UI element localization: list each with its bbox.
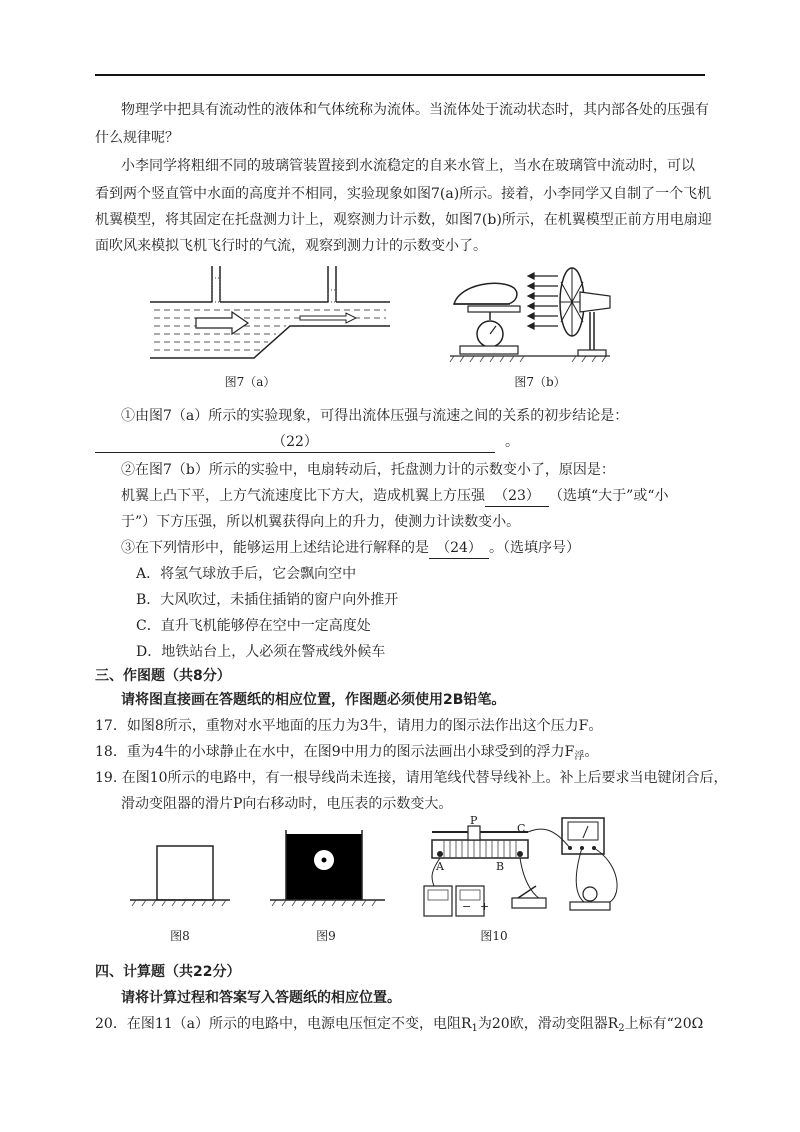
figure-10-label-p: P xyxy=(470,814,478,827)
header-rule xyxy=(95,74,705,76)
answer-blank-23[interactable]: （23） xyxy=(485,486,549,507)
question-18: 18．重为4牛的小球静止在水中，在图9中用力的图示法画出小球受到的浮力$F_浮$。 xyxy=(95,744,599,762)
option-a: A．将氢气球放手后，它会飘向空中 xyxy=(136,566,357,582)
option-b: B．大风吹过，未插住插销的窗户向外推开 xyxy=(136,592,399,608)
section-4-instruction: 请将计算过程和答案写入答题纸的相应位置。 xyxy=(121,990,401,1006)
figure-10-label-c: C xyxy=(517,822,526,835)
question-20: 20．在图11（a）所示的电路中，电源电压恒定不变，电阻$R_1$为20欧，滑动变阻器$R_2$上标有“20Ω xyxy=(95,1016,704,1034)
figure-7b-caption: 图7（b） xyxy=(514,375,566,389)
question-2-line: 机翼上凸下平，上方气流速度比下方大，造成机翼上方压强 （23） （选填“大于”或“小 xyxy=(121,486,668,507)
figure-8-block xyxy=(130,846,230,912)
question-17: 17．如图8所示，重物对水平地面的压力为3牛，请用力的图示法作出这个压力F。 xyxy=(95,718,603,734)
question-2-line: 于”）下方压强，所以机翼获得向上的升力，使测力计读数变小。 xyxy=(121,514,521,530)
figure-10-label-b: B xyxy=(496,860,505,873)
figure-10-label-plus: + xyxy=(480,900,490,913)
figure-7a-pipe xyxy=(150,266,390,366)
figure-7a-caption: 图7（a） xyxy=(224,375,276,389)
intro-line: 物理学中把具有流动性的液体和气体统称为流体。当流体处于流动状态时，其内部各处的压强有 xyxy=(121,102,709,118)
question-19: 滑动变阻器的滑片P向右移动时，电压表的示数变大。 xyxy=(121,796,453,812)
question-19: 19. 在图10所示的电路中，有一根导线尚未连接，请用笔线代替导线补上。补上后要求当电键闭合后， xyxy=(95,770,728,786)
intro-line: 小李同学将粗细不同的玻璃管装置接到水流稳定的自来水管上，当水在玻璃管中流动时，可以 xyxy=(121,158,695,174)
section-3-heading: 三、作图题（共8分） xyxy=(95,668,231,684)
section-3-instruction: 请将图直接画在答题纸的相应位置，作图题必须使用2B铅笔。 xyxy=(121,692,506,708)
figure-10-circuit xyxy=(424,814,630,922)
answer-blank-24[interactable]: （24） xyxy=(429,538,489,559)
question-2-prompt: ②在图7（b）所示的实验中，电扇转动后，托盘测力计的示数变小了，原因是： xyxy=(121,462,615,478)
intro-line: 面吹风来模拟飞机飞行时的气流，观察到测力计的示数变小了。 xyxy=(95,238,487,254)
option-c: C．直升飞机能够停在空中一定高度处 xyxy=(136,618,371,634)
question-1-answer-line: （22） 。 xyxy=(95,432,519,453)
figure-7b-wing-fan xyxy=(450,262,630,367)
intro-line: 什么规律呢？ xyxy=(95,130,179,146)
question-3-line: ③在下列情形中，能够运用上述结论进行解释的是 （24） 。（选填序号） xyxy=(121,538,580,559)
figure-10-label-minus: − xyxy=(462,900,472,913)
option-d: D．地铁站台上，人必须在警戒线外候车 xyxy=(136,644,386,660)
section-4-heading: 四、计算题（共22分） xyxy=(95,964,241,980)
answer-blank-22[interactable]: （22） xyxy=(95,432,495,453)
intro-line: 机翼模型，将其固定在托盘测力计上，观察测力计示数，如图7(b)所示，在机翼模型正前方用电扇迎 xyxy=(95,212,712,228)
figure-10-caption: 图10 xyxy=(480,929,508,943)
question-1-prompt: ①由图7（a）所示的实验现象，可得出流体压强与流速之间的关系的初步结论是： xyxy=(121,408,629,424)
intro-line: 看到两个竖直管中水面的高度并不相同，实验现象如图7(a)所示。接着，小李同学又自制了一个飞机 xyxy=(95,186,712,202)
figure-10-label-a: A xyxy=(436,860,444,873)
figure-9-caption: 图9 xyxy=(316,929,336,943)
figure-8-caption: 图8 xyxy=(170,929,190,943)
figure-9-ball-in-water xyxy=(270,830,390,912)
